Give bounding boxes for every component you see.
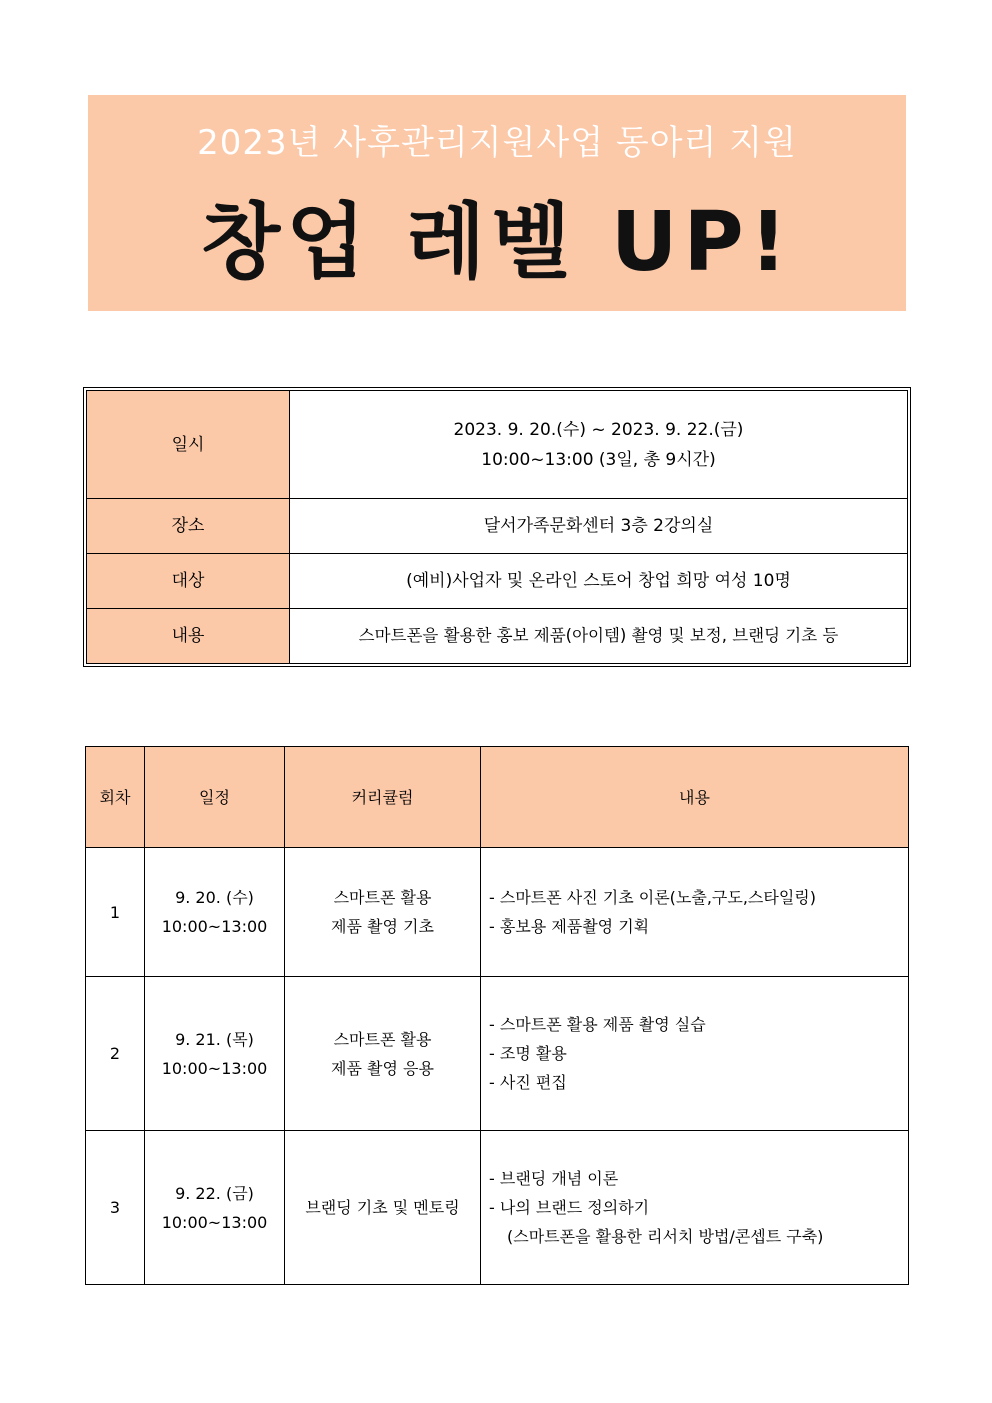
session-date: 9. 21. (목) bbox=[175, 1029, 254, 1049]
info-row-target bbox=[87, 554, 908, 609]
session-schedule bbox=[145, 977, 285, 1131]
info-row-place bbox=[87, 499, 908, 554]
title-banner bbox=[88, 95, 906, 311]
curriculum-line: 브랜딩 기초 및 멘토링 bbox=[305, 1198, 460, 1217]
session-date: 9. 20. (수) bbox=[175, 888, 254, 907]
info-row-datetime bbox=[87, 391, 908, 499]
curriculum-line: 스마트폰 활용 bbox=[333, 888, 432, 907]
schedule-row bbox=[86, 848, 909, 977]
session-schedule bbox=[145, 1131, 285, 1285]
info-value: (예비)사업자 및 온라인 스토어 창업 희망 여성 10명 bbox=[290, 554, 908, 609]
schedule-header-row bbox=[86, 747, 909, 848]
curriculum-line: 제품 촬영 기초 bbox=[331, 917, 434, 936]
info-label: 대상 bbox=[87, 554, 290, 609]
session-number: 2 bbox=[86, 977, 145, 1131]
header-session: 회차 bbox=[86, 747, 145, 848]
info-label: 내용 bbox=[87, 609, 290, 664]
content-item: - 나의 브랜드 정의하기 bbox=[489, 1198, 650, 1217]
banner-title: 창업 레벨 UP! bbox=[200, 195, 794, 290]
header-date: 일정 bbox=[145, 747, 285, 848]
content-item: - 스마트폰 사진 기초 이론(노출,구도,스타일링) bbox=[489, 888, 816, 907]
content-item: - 홍보용 제품촬영 기획 bbox=[489, 917, 650, 936]
info-label: 일시 bbox=[87, 391, 290, 499]
session-number: 1 bbox=[86, 848, 145, 977]
session-schedule bbox=[145, 848, 285, 977]
session-content bbox=[481, 977, 909, 1131]
session-time: 10:00~13:00 bbox=[161, 1212, 268, 1232]
session-curriculum bbox=[285, 1131, 481, 1285]
header-content: 내용 bbox=[481, 747, 909, 848]
info-line: 2023. 9. 20.(수) ~ 2023. 9. 22.(금) bbox=[453, 419, 744, 440]
content-sub-item: (스마트폰을 활용한 리서치 방법/콘셉트 구축) bbox=[507, 1227, 824, 1246]
session-date: 9. 22. (금) bbox=[175, 1183, 254, 1203]
content-item: - 사진 편집 bbox=[489, 1073, 567, 1092]
session-number: 3 bbox=[86, 1131, 145, 1285]
info-line: 10:00~13:00 (3일, 총 9시간) bbox=[481, 449, 716, 470]
schedule-row bbox=[86, 977, 909, 1131]
banner-subtitle: 2023년 사후관리지원사업 동아리 지원 bbox=[197, 123, 797, 163]
info-label: 장소 bbox=[87, 499, 290, 554]
info-value: 스마트폰을 활용한 홍보 제품(아이템) 촬영 및 보정, 브랜딩 기초 등 bbox=[290, 609, 908, 664]
schedule-row bbox=[86, 1131, 909, 1285]
session-time: 10:00~13:00 bbox=[161, 1058, 268, 1078]
session-content bbox=[481, 1131, 909, 1285]
schedule-table bbox=[85, 746, 909, 1285]
info-value: 달서가족문화센터 3층 2강의실 bbox=[290, 499, 908, 554]
content-item: - 스마트폰 활용 제품 촬영 실습 bbox=[489, 1015, 706, 1034]
session-curriculum bbox=[285, 848, 481, 977]
content-item: - 조명 활용 bbox=[489, 1044, 567, 1063]
session-curriculum bbox=[285, 977, 481, 1131]
info-value bbox=[290, 391, 908, 499]
curriculum-line: 스마트폰 활용 bbox=[333, 1029, 432, 1049]
session-content bbox=[481, 848, 909, 977]
info-row-content bbox=[87, 609, 908, 664]
content-item: - 브랜딩 개념 이론 bbox=[489, 1169, 619, 1188]
header-curriculum: 커리큘럼 bbox=[285, 747, 481, 848]
session-time: 10:00~13:00 bbox=[161, 917, 268, 936]
info-table bbox=[83, 387, 911, 667]
curriculum-line: 제품 촬영 응용 bbox=[331, 1058, 434, 1078]
